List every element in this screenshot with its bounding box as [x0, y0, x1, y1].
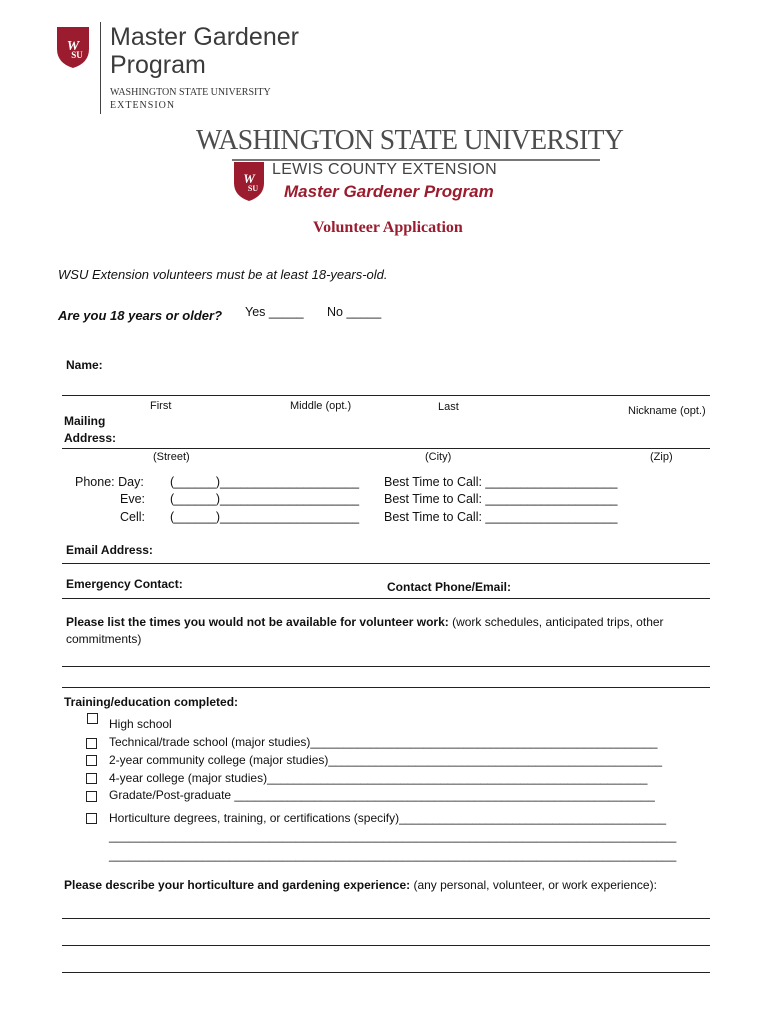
addr-street-caption: (Street)	[153, 451, 190, 463]
experience-line-1[interactable]	[62, 918, 710, 919]
contact-phone-label: Contact Phone/Email:	[387, 580, 512, 594]
svg-text:W: W	[243, 171, 255, 186]
addr-city-caption: (City)	[425, 451, 452, 463]
unavailable-prompt	[66, 615, 664, 629]
addr-zip-caption: (Zip)	[650, 451, 673, 463]
svg-text:SU: SU	[71, 50, 83, 60]
experience-prompt	[64, 878, 657, 892]
training-item-high-school: High school	[109, 717, 172, 731]
svg-text:W: W	[66, 39, 80, 54]
experience-bold: Please describe your horticulture and gardening experience:	[64, 878, 411, 892]
horticulture-extra-line-1[interactable]: _____________________________________________________________________________________	[109, 829, 677, 843]
phone-eve-label: Eve:	[120, 492, 146, 506]
training-label: Training/education completed:	[64, 695, 239, 709]
experience-rest: (any personal, volunteer, or work experience):	[410, 878, 657, 892]
checkbox-2-year-college[interactable]	[86, 755, 97, 766]
name-nickname-caption: Nickname (opt.)	[628, 405, 706, 417]
unavailable-rest: (work schedules, anticipated trips, other	[448, 615, 664, 629]
mg-logo-sub-1: WASHINGTON STATE UNIVERSITY	[110, 87, 271, 98]
checkbox-high-school[interactable]	[87, 713, 98, 724]
mg-logo-title-2: Program	[110, 51, 206, 79]
checkbox-horticulture[interactable]	[86, 813, 97, 824]
name-first-caption: First	[150, 400, 172, 412]
mg-logo-title-1: Master Gardener	[110, 23, 299, 51]
checkbox-4-year-college[interactable]	[86, 773, 97, 784]
unavailable-bold: Please list the times you would not be available for volunteer work:	[66, 615, 449, 629]
unavailable-line-2[interactable]	[62, 687, 710, 688]
training-item-2-year: 2-year community college (major studies)__________________________________________________	[109, 753, 663, 767]
mailing-label-2: Address:	[64, 431, 117, 445]
lewis-county-extension: LEWIS COUNTY EXTENSION	[272, 161, 498, 178]
training-item-4-year: 4-year college (major studies)_________________________________________________________	[109, 771, 648, 785]
emergency-line[interactable]	[62, 598, 710, 599]
best-time-cell-field[interactable]: Best Time to Call: ___________________	[384, 510, 618, 524]
phone-cell-field[interactable]: (______)____________________	[170, 510, 360, 524]
svg-text:SU: SU	[247, 184, 259, 193]
phone-day-field[interactable]: (______)____________________	[170, 475, 360, 489]
training-item-post-graduate: Gradate/Post-graduate _______________________________________________________________	[109, 788, 655, 802]
mg-logo-sub-2: EXTENSION	[110, 100, 176, 111]
name-last-caption: Last	[438, 401, 459, 413]
wsu-cougar-shield-icon	[232, 160, 266, 202]
name-middle-caption: Middle (opt.)	[290, 400, 352, 412]
experience-line-2[interactable]	[62, 945, 710, 946]
wsu-wordmark: WASHINGTON STATE UNIVERSITY	[196, 124, 624, 156]
wsu-shield-icon	[55, 25, 91, 69]
mailing-label-1: Mailing	[64, 414, 106, 428]
experience-line-3[interactable]	[62, 972, 710, 973]
horticulture-extra-line-2[interactable]: _____________________________________________________________________________________	[109, 848, 677, 862]
training-item-horticulture: Horticulture degrees, training, or certifications (specify)________________________________________	[109, 811, 667, 825]
logo-divider	[100, 22, 101, 114]
master-gardener-program-title: Master Gardener Program	[284, 182, 494, 201]
unavailable-rest-2: commitments)	[66, 632, 142, 646]
name-line[interactable]	[62, 395, 710, 396]
phone-cell-label: Cell:	[120, 510, 146, 524]
age-notice: WSU Extension volunteers must be at least 18-years-old.	[58, 267, 388, 282]
checkbox-technical-school[interactable]	[86, 738, 97, 749]
emergency-contact-label: Emergency Contact:	[66, 577, 183, 591]
training-item-technical: Technical/trade school (major studies)____________________________________________________	[109, 735, 658, 749]
name-label: Name:	[66, 358, 103, 372]
age-question: Are you 18 years or older?	[58, 308, 223, 323]
yes-field[interactable]: Yes _____	[245, 305, 304, 319]
unavailable-line-1[interactable]	[62, 666, 710, 667]
form-title: Volunteer Application	[313, 219, 463, 236]
phone-day-label: Phone: Day:	[75, 475, 144, 489]
email-label: Email Address:	[66, 543, 153, 557]
best-time-day-field[interactable]: Best Time to Call: ___________________	[384, 475, 618, 489]
best-time-eve-field[interactable]: Best Time to Call: ___________________	[384, 492, 618, 506]
phone-eve-field[interactable]: (______)____________________	[170, 492, 360, 506]
no-field[interactable]: No _____	[327, 305, 382, 319]
address-line[interactable]	[62, 448, 710, 449]
email-line[interactable]	[62, 563, 710, 564]
checkbox-post-graduate[interactable]	[86, 791, 97, 802]
